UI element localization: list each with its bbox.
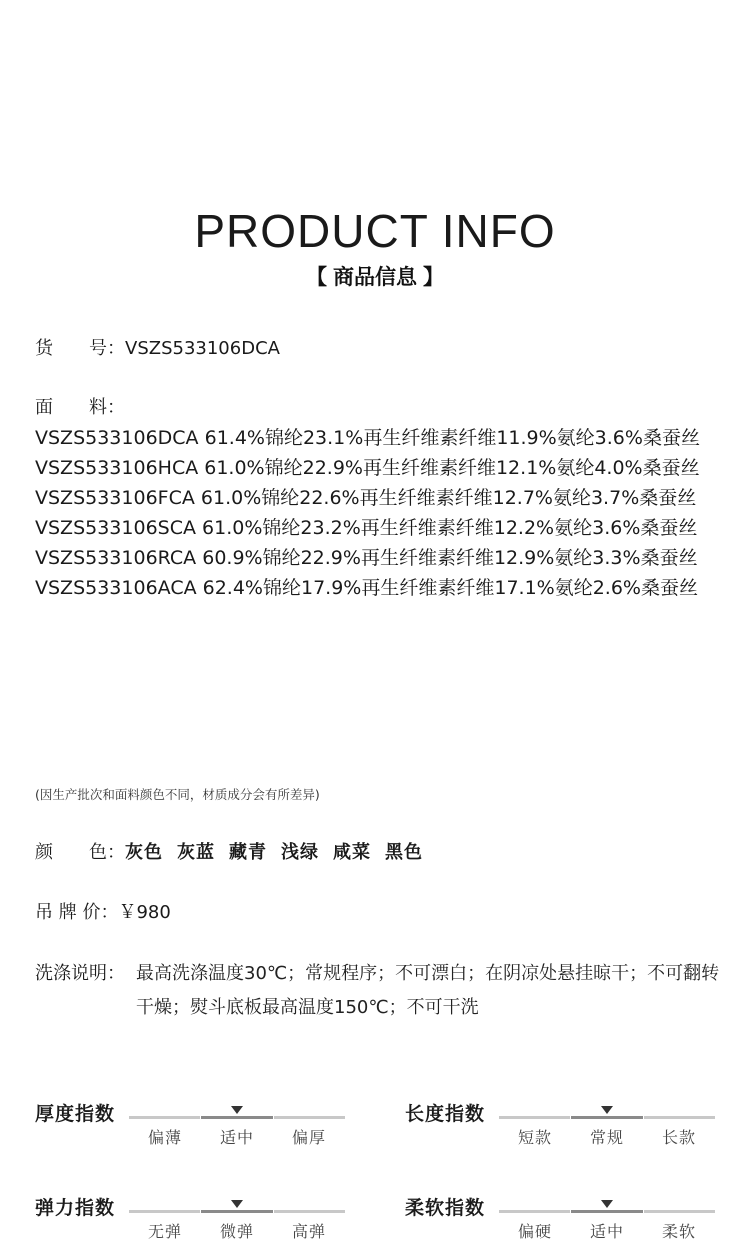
index-option: 适中 bbox=[589, 1222, 624, 1241]
sku-value: VSZS533106DCA bbox=[125, 338, 280, 359]
subtitle-bracket-close: 】 bbox=[423, 265, 444, 289]
index-scale-bar bbox=[129, 1116, 345, 1119]
fabric-line: VSZS533106FCA 61.0%锦纶22.6%再生纤维素纤维12.7%氨纶3.7%桑蚕丝 bbox=[35, 487, 697, 509]
color-value: 浅绿 bbox=[281, 842, 319, 863]
index-options bbox=[499, 1125, 715, 1151]
index-softness bbox=[405, 1193, 715, 1253]
price-row bbox=[35, 898, 171, 928]
fabric-label: 面 料： bbox=[35, 397, 125, 418]
color-value: 藏青 bbox=[229, 842, 267, 863]
index-option: 常规 bbox=[589, 1128, 624, 1147]
subtitle-bracket-open: 【 bbox=[306, 265, 327, 289]
index-name: 柔软指数 bbox=[405, 1197, 486, 1219]
index-marker-icon bbox=[601, 1106, 613, 1114]
index-name: 厚度指数 bbox=[35, 1103, 116, 1125]
index-option: 短款 bbox=[517, 1128, 552, 1147]
care-instructions bbox=[35, 957, 725, 1025]
color-value: 咸菜 bbox=[333, 842, 371, 863]
index-option: 高弹 bbox=[291, 1222, 326, 1241]
index-name: 长度指数 bbox=[405, 1103, 486, 1125]
color-value: 黑色 bbox=[385, 842, 423, 863]
index-marker-icon bbox=[601, 1200, 613, 1208]
index-marker-icon bbox=[231, 1106, 243, 1114]
fabric-note: (因生产批次和面料颜色不同，材质成分会有所差异) bbox=[35, 787, 320, 802]
index-scale-bar bbox=[499, 1210, 715, 1213]
index-thickness bbox=[35, 1099, 345, 1159]
color-value: 灰蓝 bbox=[177, 842, 215, 863]
sku-label: 货 号： bbox=[35, 338, 125, 359]
index-options bbox=[129, 1219, 345, 1245]
fabric-line: VSZS533106ACA 62.4%锦纶17.9%再生纤维素纤维17.1%氨纶2.6%桑蚕丝 bbox=[35, 577, 698, 599]
price-value: ￥980 bbox=[118, 902, 171, 923]
fabric-line: VSZS533106RCA 60.9%锦纶22.9%再生纤维素纤维12.9%氨纶3.3%桑蚕丝 bbox=[35, 547, 698, 569]
page-subtitle bbox=[0, 262, 750, 292]
index-marker-icon bbox=[231, 1200, 243, 1208]
index-option: 适中 bbox=[219, 1128, 254, 1147]
index-options bbox=[499, 1219, 715, 1245]
page-title: PRODUCT INFO bbox=[194, 205, 556, 257]
care-text: 最高洗涤温度30℃；常规程序；不可漂白；在阴凉处悬挂晾干；不可翻转干燥；熨斗底板最高温度150℃；不可干洗 bbox=[136, 963, 720, 1018]
index-option: 柔软 bbox=[661, 1222, 696, 1241]
color-value: 灰色 bbox=[125, 842, 163, 863]
fabric-list bbox=[35, 423, 705, 603]
price-label: 吊 牌 价： bbox=[35, 902, 119, 923]
index-options bbox=[129, 1125, 345, 1151]
index-option: 长款 bbox=[661, 1128, 696, 1147]
index-elasticity bbox=[35, 1193, 345, 1253]
index-option: 偏厚 bbox=[291, 1128, 326, 1147]
care-label: 洗涤说明： bbox=[35, 963, 125, 984]
color-label: 颜 色： bbox=[35, 842, 125, 863]
index-option: 微弹 bbox=[219, 1222, 254, 1241]
index-option: 偏薄 bbox=[147, 1128, 182, 1147]
fabric-line: VSZS533106DCA 61.4%锦纶23.1%再生纤维素纤维11.9%氨纶3.6%桑蚕丝 bbox=[35, 427, 700, 449]
subtitle-text: 商品信息 bbox=[333, 265, 417, 289]
index-option: 偏硬 bbox=[517, 1222, 552, 1241]
index-name: 弹力指数 bbox=[35, 1197, 116, 1219]
color-row bbox=[35, 838, 437, 868]
sku-row bbox=[35, 334, 280, 364]
index-scale-bar bbox=[129, 1210, 345, 1213]
index-scale-bar bbox=[499, 1116, 715, 1119]
fabric-line: VSZS533106HCA 61.0%锦纶22.9%再生纤维素纤维12.1%氨纶4.0%桑蚕丝 bbox=[35, 457, 700, 479]
index-length bbox=[405, 1099, 715, 1159]
index-option: 无弹 bbox=[147, 1222, 182, 1241]
fabric-line: VSZS533106SCA 61.0%锦纶23.2%再生纤维素纤维12.2%氨纶3.6%桑蚕丝 bbox=[35, 517, 698, 539]
